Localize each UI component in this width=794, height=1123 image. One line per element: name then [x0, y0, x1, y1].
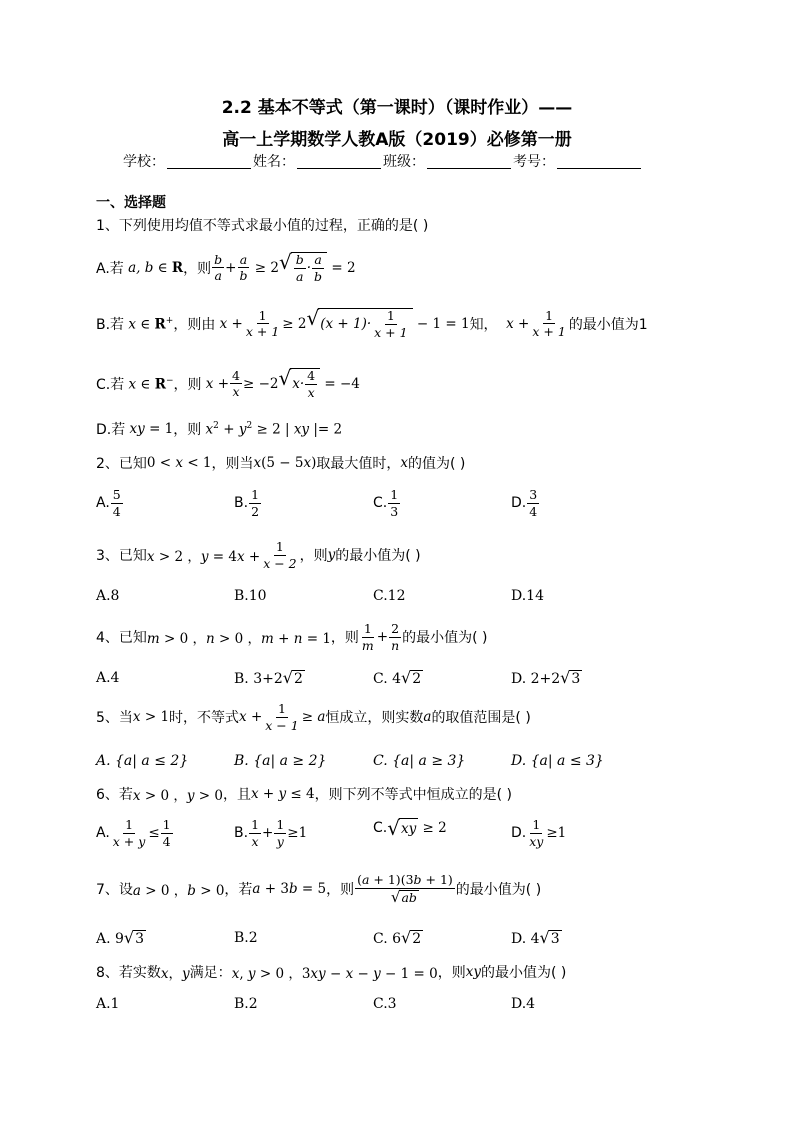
question-3-option-d[interactable]: D.14 — [511, 588, 544, 604]
question-8-stem: 8、若实数 x，y 满足： x, y > 0 ，3xy − x − y − 1 = 0 ，则 xy 的最小值为( ) — [96, 964, 567, 982]
exam-no-label: 考号： — [513, 154, 555, 170]
question-6-option-b[interactable]: B. $\frac{1}{x}$ + $\frac{1}{y}$ ≥1 — [234, 817, 308, 849]
school-label: 学校： — [123, 154, 165, 170]
title-line-1: 2.2 基本不等式（第一课时）（课时作业）—— — [221, 98, 573, 118]
question-6-stem: 6、若 x > 0 ，y > 0 ，且 x + y ≤ 4 ，则下列不等式中恒成立的是( ) — [96, 786, 512, 804]
question-6-option-c[interactable]: C. √ xy ≥ 2 — [373, 816, 447, 840]
question-6-option-d[interactable]: D. $\frac{1}{xy}$ ≥1 — [511, 817, 567, 849]
question-2-option-a[interactable]: A. $\frac{5}{4}$ — [96, 487, 121, 519]
question-7-option-d[interactable]: D. 4 √ 3 — [511, 928, 560, 947]
question-1-stem: 1、下列使用均值不等式求最小值的过程，正确的是( ) — [96, 218, 429, 234]
question-1-option-d[interactable]: D.若 xy = 1 ，则 $x^2 + y^2 \ge 2$ | xy |= 2 — [96, 420, 343, 438]
question-3-stem: 3、已知 x > 2 ，y = 4x + $\frac{1}{x - 2}$ ，则 y 的最小值为( ) — [96, 539, 421, 571]
question-3-option-c[interactable]: C.12 — [373, 588, 406, 604]
question-4-option-d[interactable]: D. 2+2 √ 3 — [511, 668, 581, 687]
question-2-option-d[interactable]: D. $\frac{3}{4}$ — [511, 487, 538, 519]
question-7-stem: 7、设 a > 0 ，b > 0 ，若 a + 3b = 5 ，则 (a + 1)(3b + 1) √ ab 的最小值为( ) — [96, 872, 542, 906]
question-8-option-b[interactable]: B.2 — [234, 996, 258, 1012]
school-blank[interactable] — [167, 154, 251, 169]
section-title: 一、选择题 — [96, 195, 166, 211]
question-7-option-c[interactable]: C. 6 √ 2 — [373, 928, 422, 947]
class-label: 班级： — [383, 154, 425, 170]
question-6-option-a[interactable]: A. $\frac{1}{x + y}$ ≤ $\frac{1}{4}$ — [96, 817, 171, 849]
student-info-line — [123, 151, 643, 171]
question-4-option-b[interactable]: B. 3+2 √ 2 — [234, 668, 303, 687]
exam-no-blank[interactable] — [557, 154, 641, 169]
question-8-option-a[interactable]: A.1 — [96, 996, 120, 1012]
question-5-option-d[interactable]: D. {a| a ≤ 3} — [511, 753, 604, 769]
question-3-option-b[interactable]: B.10 — [234, 588, 267, 604]
title-line-2: 高一上学期数学人教A版（2019）必修第一册 — [222, 130, 572, 150]
question-2-option-c[interactable]: C. $\frac{1}{3}$ — [373, 487, 399, 519]
question-4-stem: 4、已知 m > 0 ，n > 0 ，m + n = 1 ，则 $\frac{1}{m}$ + $\frac{2}{n}$ 的最小值为( ) — [96, 621, 488, 653]
question-4-option-a[interactable]: A.4 — [96, 670, 120, 686]
question-5-option-a[interactable]: A. {a| a ≤ 2} — [96, 753, 189, 769]
question-1-option-a[interactable]: A.若 a, b ∈ R ，则 $\frac{b}{a}$ + $\frac{a}{b}$ ≥ 2 √ $\frac{b}{a}$ · $\frac{a}{b}$ = 2 — [96, 250, 356, 284]
question-8-option-d[interactable]: D.4 — [511, 996, 536, 1012]
name-blank[interactable] — [297, 154, 381, 169]
question-3-option-a[interactable]: A.8 — [96, 588, 120, 604]
question-1-option-b[interactable]: B.若 x ∈ R+ ，则由 x + $\frac{1}{x + 1}$ ≥ 2 √ (x + 1)· $\frac{1}{x + 1}$ − 1 = 1 知， x + $\frac{1}{x + 1}$ 的最小值为1 — [96, 306, 648, 340]
question-1-option-c[interactable]: C.若 x ∈ R− ，则 x + $\frac{4}{x}$ ≥ −2 √ x· $\frac{4}{x}$ = −4 — [96, 366, 360, 400]
class-blank[interactable] — [427, 154, 511, 169]
question-5-option-b[interactable]: B. {a| a ≥ 2} — [234, 753, 327, 769]
name-label: 姓名： — [253, 154, 295, 170]
question-5-stem: 5、当 x > 1 时，不等式 x + $\frac{1}{x - 1}$ ≥ a 恒成立，则实数 a 的取值范围是( ) — [96, 701, 531, 733]
question-7-option-b[interactable]: B.2 — [234, 930, 258, 946]
question-2-option-b[interactable]: B. $\frac{1}{2}$ — [234, 487, 260, 519]
question-8-option-c[interactable]: C.3 — [373, 996, 397, 1012]
question-2-stem: 2、已知 0 < x < 1 ，则当 x(5 − 5x) 取最大值时， x 的值为( ) — [96, 455, 466, 472]
question-7-option-a[interactable]: A. 9 √ 3 — [96, 928, 145, 947]
question-5-option-c[interactable]: C. {a| a ≥ 3} — [373, 753, 466, 769]
question-4-option-c[interactable]: C. 4 √ 2 — [373, 668, 422, 687]
